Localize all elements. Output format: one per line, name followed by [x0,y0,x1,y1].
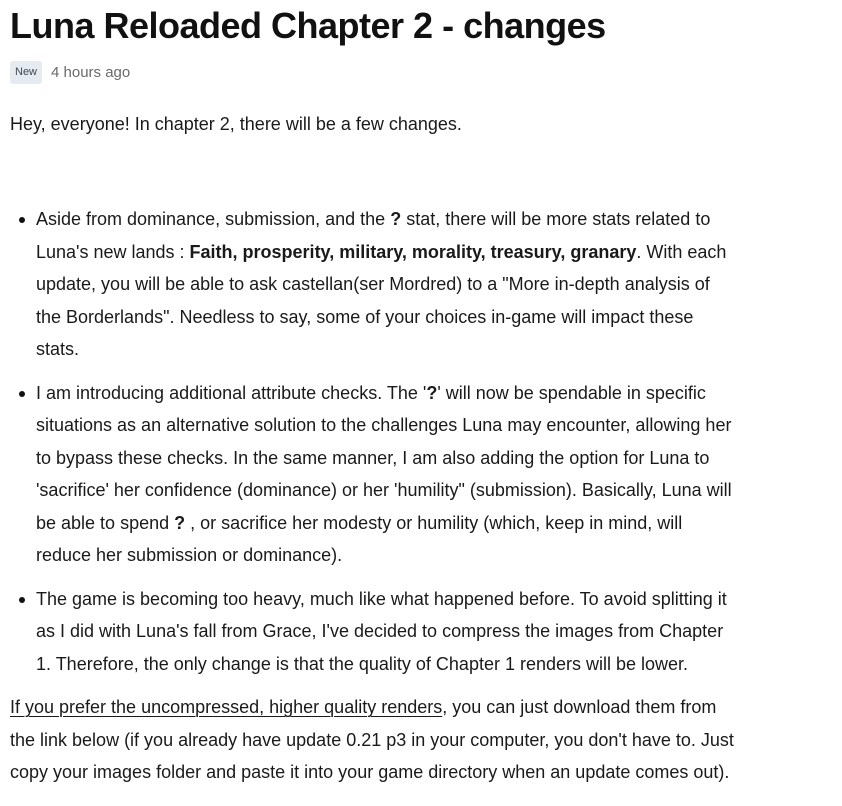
text-segment: to bypass these checks. In the same manner, I am also adding the option for Luna to [36,447,710,468]
list-item-line [36,539,838,572]
text-segment: 1. Therefore, the only change is that the quality of Chapter 1 renders will be lower. [36,653,689,674]
text-segment: ' will now be spendable in specific [437,382,706,403]
new-badge: New [10,61,42,84]
bold-text: ? [174,512,186,533]
list-item-line [36,377,838,410]
list-item-line [36,474,838,507]
bullet-dot-icon [19,217,25,223]
text-segment: situations as an alternative solution to the challenges Luna may encounter, allowing her [36,415,732,435]
list-item-line [36,268,838,301]
text-segment: reduce her submission or dominance). [36,545,343,565]
text-segment: Luna's new lands : [36,241,190,262]
text-segment: 'sacrifice' her confidence (dominance) or her 'humility" (submission). Basically, Luna will [36,480,732,500]
list-item-line [36,301,838,334]
text-segment: Aside from dominance, submission, and the [36,209,391,229]
text-segment: be able to spend [36,512,175,533]
bold-text: ? [426,382,438,403]
list-item-line [36,203,838,236]
list-item-line [36,507,838,540]
list-item-line [36,648,838,681]
list-item-line [36,442,838,475]
text-segment: stat, there will be more stats related to [401,209,711,229]
list-item [10,583,838,681]
changes-list [10,203,838,680]
text-segment: . With each [636,241,727,262]
post-container [10,0,838,789]
text-segment: update, you will be able to ask castellan(ser Mordred) to a "More in-depth analysis of [36,274,710,294]
closing-text: , you can just download them from [442,697,717,717]
text-segment: , or sacrifice her modesty or humility (which, keep in mind, will [185,512,683,533]
bullet-dot-icon [19,597,25,603]
text-segment: as I did with Luna's fall from Grace, I've decided to compress the images from Chapter [36,621,724,641]
closing-line [10,691,838,724]
list-item-line [36,409,838,442]
text-segment: The game is becoming too heavy, much like what happened before. To avoid splitting it [36,588,727,609]
list-item-line [36,615,838,648]
closing-line: the link below (if you already have update 0.21 p3 in your computer, you don't have to. Just [10,729,734,750]
closing-line: copy your images folder and paste it into your game directory when an update comes out). [10,762,730,782]
bold-text: Faith, prosperity, military, morality, treasury, granary [189,241,637,262]
list-item-line [36,236,838,269]
bullet-dot-icon [19,391,25,397]
post-timestamp: 4 hours ago [51,63,131,81]
text-segment: stats. [36,339,80,359]
list-item [10,203,838,366]
list-item-line [36,583,838,616]
list-item-line [36,333,838,366]
uncompressed-renders-link[interactable]: If you prefer the uncompressed, higher quality renders [10,697,443,717]
post-meta [10,60,838,84]
text-segment: I am introducing additional attribute checks. The ' [36,382,427,403]
post-title: Luna Reloaded Chapter 2 - changes [10,5,606,46]
closing-paragraph [10,691,838,789]
intro-paragraph: Hey, everyone! In chapter 2, there will be a few changes. [10,114,462,134]
text-segment: the Borderlands". Needless to say, some of your choices in-game will impact these [36,306,694,327]
bold-text: ? [390,209,402,229]
list-item [10,377,838,572]
